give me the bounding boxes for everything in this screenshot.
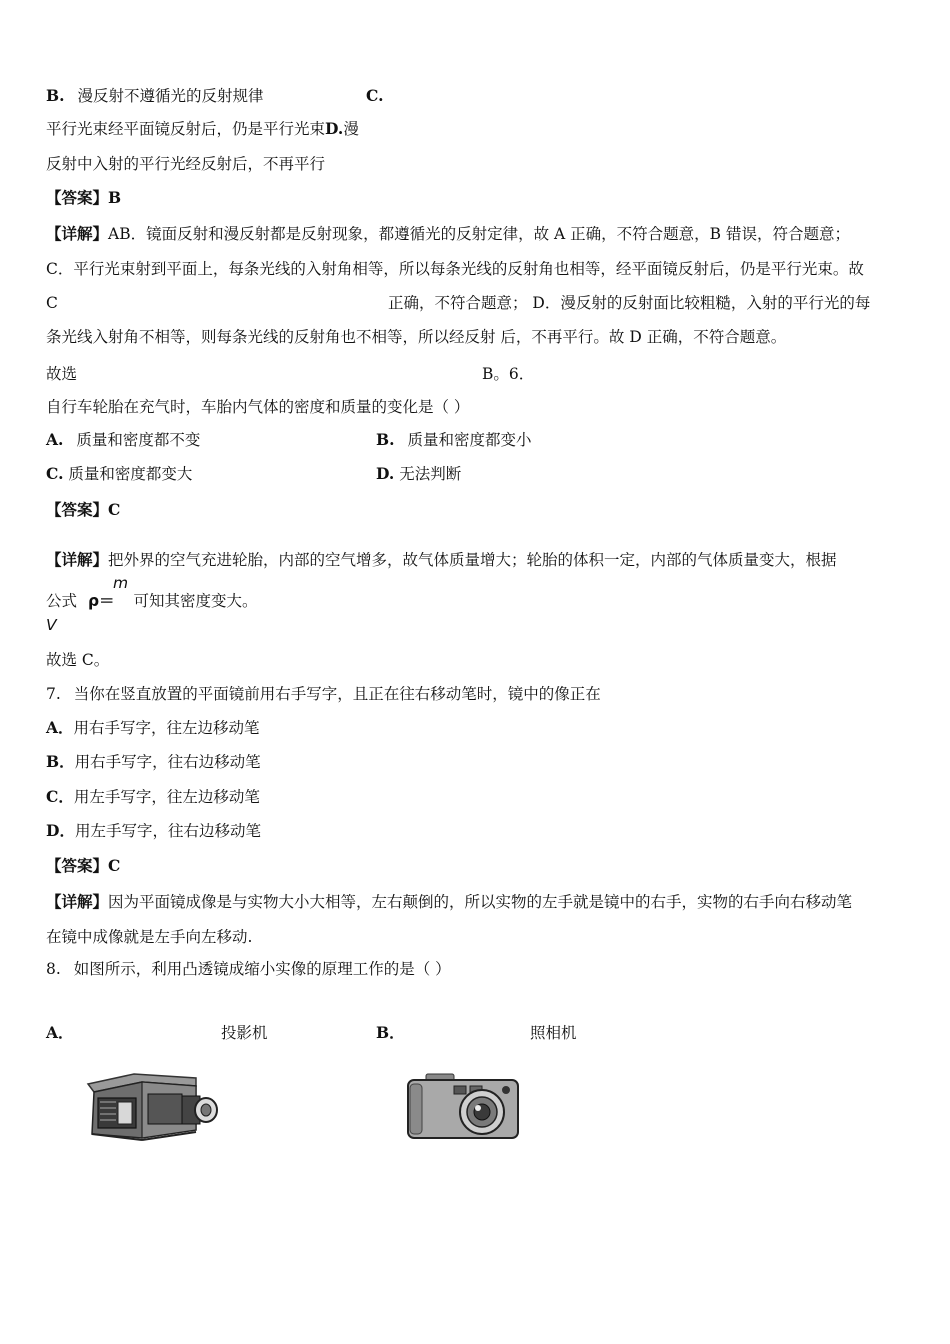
- option-label: B．: [46, 752, 75, 771]
- answer-label: 【答案】: [46, 188, 109, 207]
- formula-numerator: m: [113, 574, 129, 592]
- answer-value: B: [108, 188, 122, 207]
- answer-value: C: [108, 500, 121, 519]
- question-text: 如图所示，利用凸透镜成缩小实像的原理工作的是（ ）: [73, 960, 451, 978]
- option-text: 漫: [343, 120, 359, 138]
- option-a-q7[interactable]: [46, 718, 260, 738]
- option-b-q5: [46, 86, 263, 106]
- answer-q5: [46, 188, 121, 208]
- option-a-text-q8: 投影机: [221, 1024, 268, 1042]
- explain-q5-line4: 条光线入射角不相等，则每条光线的反射角也不相等，所以经反射 后，不再平行。故 D 正确，不符合题意。: [46, 328, 787, 346]
- explain-text: 因为平面镜成像是与实物大小大相等，左右颠倒的，所以实物的左手就是镜中的右手，实物的右手向右移动笔: [108, 893, 853, 911]
- formula-suffix: 可知其密度变大。: [133, 592, 258, 610]
- option-label: A.: [46, 430, 64, 449]
- option-c-text-q5: [46, 119, 359, 139]
- option-a-label-q8[interactable]: A．: [46, 1023, 74, 1042]
- explain-q6-line1: [46, 550, 837, 570]
- question-7-stem: [46, 684, 601, 704]
- formula-denominator: V: [46, 616, 57, 634]
- explain-label: 【详解】: [46, 550, 109, 569]
- option-label: C.: [46, 464, 64, 483]
- option-b-label-q8[interactable]: B．: [376, 1023, 405, 1042]
- question-text: 当你在竖直放置的平面镜前用右手写字，且正在往右移动笔时，镜中的像正在: [73, 685, 601, 703]
- formula-rho: ρ＝: [87, 592, 115, 610]
- explain-q7-line1: [46, 892, 852, 912]
- explain-label: 【详解】: [46, 892, 109, 911]
- option-a-q6[interactable]: [46, 430, 200, 450]
- question-6-stem: 自行车轮胎在充气时，车胎内气体的密度和质量的变化是（ ）: [46, 398, 470, 416]
- option-label: B.: [376, 430, 395, 449]
- option-label: D．: [46, 821, 75, 840]
- option-label: D.: [376, 464, 395, 483]
- option-text: 用右手写字，往左边移动笔: [73, 719, 260, 737]
- answer-label: 【答案】: [46, 856, 109, 875]
- explain-q5-line3-right: 正确，不符合题意； D．漫反射的反射面比较粗糙，入射的平行光的每: [388, 294, 871, 312]
- option-text: 用右手写字，往右边移动笔: [74, 753, 261, 771]
- answer-label: 【答案】: [46, 500, 109, 519]
- choose-q6: 故选 C。: [46, 651, 110, 669]
- question-number: 7.: [46, 685, 61, 703]
- option-text: 用左手写字，往右边移动笔: [74, 822, 261, 840]
- explain-q5-line2: C．平行光束射到平面上，每条光线的入射角相等，所以每条光线的反射角也相等，经平面镜反射后，仍是平行光束。故: [46, 260, 864, 278]
- option-c-q7[interactable]: [46, 787, 260, 807]
- option-text: 用左手写字，往左边移动笔: [73, 788, 260, 806]
- explain-q5-line1: [46, 224, 850, 244]
- question-number: 8.: [46, 960, 61, 978]
- option-label: B.: [46, 86, 65, 105]
- camera-image[interactable]: [406, 1072, 520, 1140]
- option-b-q6[interactable]: [376, 430, 531, 450]
- option-c-q6[interactable]: [46, 464, 192, 484]
- option-text: 质量和密度都变大: [68, 465, 193, 483]
- explain-label: 【详解】: [46, 224, 109, 243]
- choose-q5-right: B。6．: [482, 365, 535, 383]
- question-8-stem: [46, 959, 451, 979]
- option-label: D.: [325, 119, 344, 138]
- option-text: 无法判断: [399, 465, 462, 483]
- option-d-text-q5: 反射中入射的平行光经反射后，不再平行: [46, 155, 326, 173]
- option-d-q7[interactable]: [46, 821, 261, 841]
- option-text: 质量和密度都不变: [76, 431, 201, 449]
- explain-text: AB．镜面反射和漫反射都是反射现象，都遵循光的反射定律，故 A 正确，不符合题意，B 错误，符合题意；: [108, 225, 850, 243]
- answer-q6: [46, 500, 120, 520]
- formula-line: [46, 591, 258, 611]
- option-label: A．: [46, 718, 74, 737]
- option-text: 平行光束经平面镜反射后，仍是平行光束: [46, 120, 326, 138]
- option-text: 质量和密度都变小: [407, 431, 532, 449]
- option-b-q7[interactable]: [46, 752, 261, 772]
- choose-q5-left: 故选: [46, 365, 78, 383]
- option-text: 漫反射不遵循光的反射规律: [77, 87, 264, 105]
- explain-q5-line3-left: C: [46, 294, 58, 312]
- explain-q7-line2: 在镜中成像就是左手向左移动.: [46, 928, 253, 946]
- option-label: C．: [46, 787, 74, 806]
- formula-prefix: 公式: [46, 592, 78, 610]
- option-d-q6[interactable]: [376, 464, 461, 484]
- projector-image[interactable]: [84, 1072, 220, 1148]
- option-b-text-q8: 照相机: [530, 1024, 577, 1042]
- answer-value: C: [108, 856, 121, 875]
- option-c-label-q5: C.: [366, 86, 384, 105]
- answer-q7: [46, 856, 120, 876]
- explain-text: 把外界的空气充进轮胎，内部的空气增多，故气体质量增大；轮胎的体积一定，内部的气体质量变大，根据: [108, 551, 837, 569]
